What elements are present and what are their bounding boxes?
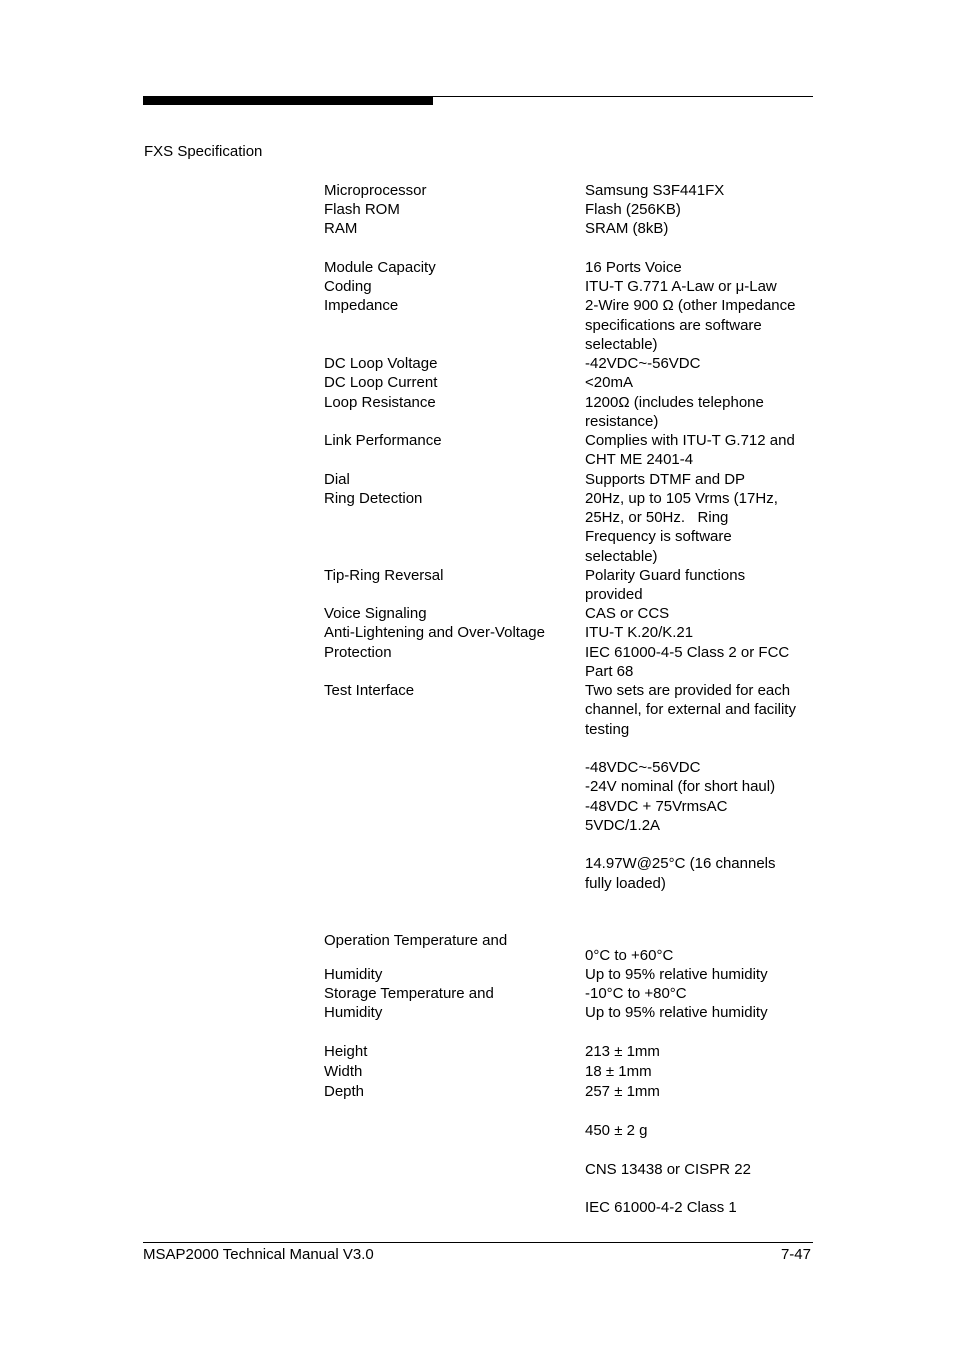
spec-value: 16 Ports Voice (585, 259, 682, 276)
spec-label: Anti-Lightening and Over-Voltage (324, 624, 545, 641)
footer-rule (143, 1242, 813, 1243)
spec-value: Flash (256KB) (585, 201, 681, 218)
spec-value: 20Hz, up to 105 Vrms (17Hz, (585, 490, 778, 507)
spec-value: -48VDC + 75VrmsAC (585, 798, 728, 815)
spec-value: 18 ± 1mm (585, 1063, 652, 1080)
header-rule-thin (433, 96, 813, 97)
spec-value: Polarity Guard functions (585, 567, 746, 584)
spec-label: Flash ROM (324, 201, 400, 218)
spec-label: Humidity (324, 966, 383, 983)
spec-value: 5VDC/1.2A (585, 817, 661, 834)
header-rule-thick (143, 96, 433, 105)
spec-label: Impedance (324, 297, 399, 314)
spec-value: fully loaded) (585, 875, 666, 892)
section-title: FXS Specification (144, 143, 263, 160)
spec-value: ITU-T G.771 A-Law or μ-Law (585, 278, 777, 295)
spec-label: Height (324, 1043, 368, 1060)
spec-value: 1200Ω (includes telephone (585, 394, 764, 411)
spec-value: Supports DTMF and DP (585, 471, 746, 488)
spec-value: channel, for external and facility (585, 701, 796, 718)
spec-value: IEC 61000-4-5 Class 2 or FCC (585, 644, 790, 661)
spec-value: Frequency is software (585, 528, 732, 545)
spec-value: ITU-T K.20/K.21 (585, 624, 694, 641)
spec-value: 0°C to +60°C (585, 947, 674, 964)
spec-value: selectable) (585, 548, 658, 565)
spec-label: DC Loop Current (324, 374, 438, 391)
spec-value: 450 ± 2 g (585, 1122, 648, 1139)
spec-label: Tip-Ring Reversal (324, 567, 444, 584)
spec-value: Part 68 (585, 663, 634, 680)
spec-label: Protection (324, 644, 392, 661)
footer-manual-title: MSAP2000 Technical Manual V3.0 (143, 1246, 374, 1263)
spec-label: Voice Signaling (324, 605, 427, 622)
spec-value: 25Hz, or 50Hz. Ring (585, 509, 729, 526)
spec-label: Coding (324, 278, 372, 295)
spec-value: CAS or CCS (585, 605, 670, 622)
spec-label: Dial (324, 471, 350, 488)
spec-value: -42VDC~-56VDC (585, 355, 701, 372)
spec-label: Microprocessor (324, 182, 427, 199)
spec-value: resistance) (585, 413, 659, 430)
spec-value: CNS 13438 or CISPR 22 (585, 1161, 751, 1178)
spec-value: 2-Wire 900 Ω (other Impedance (585, 297, 796, 314)
spec-value: Complies with ITU-T G.712 and (585, 432, 795, 449)
spec-value: 14.97W@25°C (16 channels (585, 855, 776, 872)
spec-label: Humidity (324, 1004, 383, 1021)
spec-value: -10°C to +80°C (585, 985, 687, 1002)
spec-label: RAM (324, 220, 358, 237)
spec-value: Samsung S3F441FX (585, 182, 725, 199)
spec-value: testing (585, 721, 630, 738)
spec-value: -48VDC~-56VDC (585, 759, 701, 776)
spec-value: IEC 61000-4-2 Class 1 (585, 1199, 737, 1216)
spec-label: Operation Temperature and (324, 932, 508, 949)
spec-value: Two sets are provided for each (585, 682, 791, 699)
spec-label: Module Capacity (324, 259, 436, 276)
spec-value: selectable) (585, 336, 658, 353)
spec-label: Link Performance (324, 432, 442, 449)
footer-page-number: 7-47 (780, 1246, 811, 1263)
spec-value: SRAM (8kB) (585, 220, 669, 237)
spec-label: Loop Resistance (324, 394, 436, 411)
spec-label: Test Interface (324, 682, 415, 699)
spec-value: specifications are software (585, 317, 762, 334)
spec-value: <20mA (585, 374, 633, 391)
spec-label: Storage Temperature and (324, 985, 494, 1002)
spec-value: 213 ± 1mm (585, 1043, 660, 1060)
spec-value: provided (585, 586, 643, 603)
spec-value: Up to 95% relative humidity (585, 966, 768, 983)
spec-label: DC Loop Voltage (324, 355, 438, 372)
spec-value: Up to 95% relative humidity (585, 1004, 768, 1021)
spec-label: Width (324, 1063, 363, 1080)
spec-value: 257 ± 1mm (585, 1083, 660, 1100)
spec-value: -24V nominal (for short haul) (585, 778, 776, 795)
spec-label: Ring Detection (324, 490, 423, 507)
spec-label: Depth (324, 1083, 365, 1100)
spec-value: CHT ME 2401-4 (585, 451, 694, 468)
